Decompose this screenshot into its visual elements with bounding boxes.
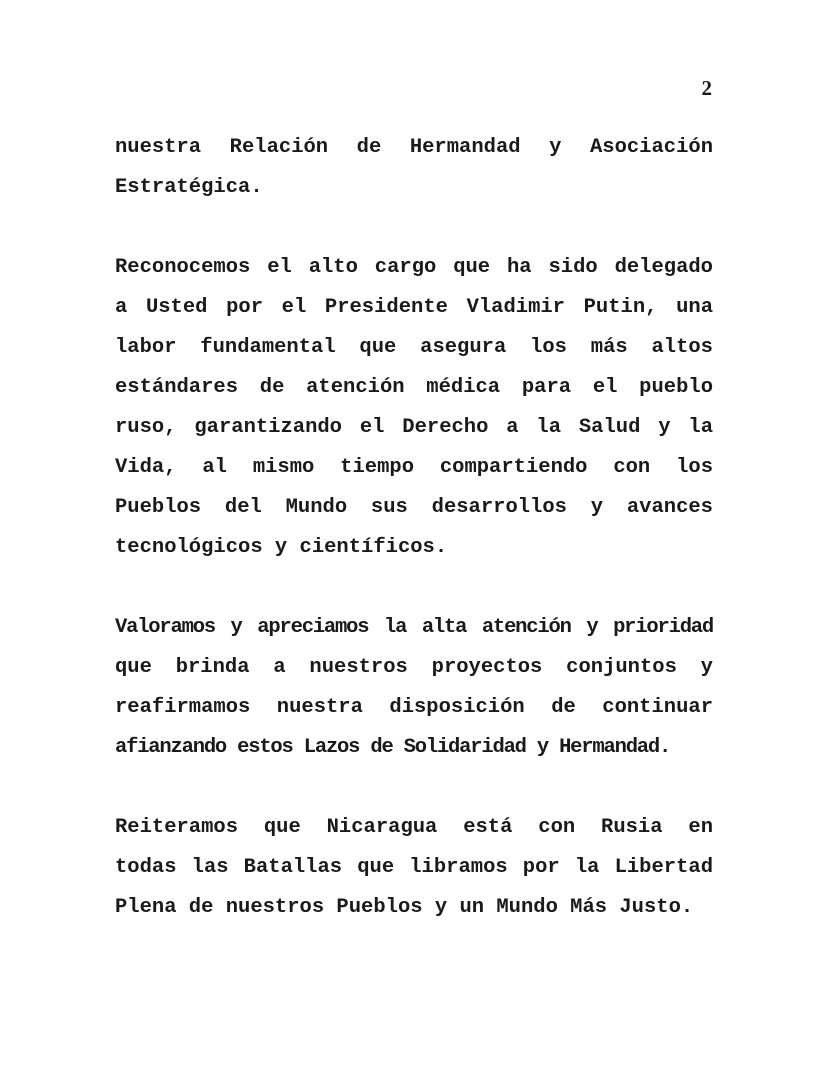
- text-line: nuestra Relación de Hermandad y Asociación: [115, 136, 713, 159]
- text-line: reafirmamos nuestra disposición de continuar: [115, 696, 713, 719]
- paragraph-gap: [115, 212, 713, 252]
- text-line: afianzando estos Lazos de Solidaridad y Hermandad.: [115, 736, 671, 759]
- text-line: Vida, al mismo tiempo compartiendo con los: [115, 456, 713, 479]
- text-line: todas las Batallas que libramos por la Libertad: [115, 856, 713, 879]
- text-line: ruso, garantizando el Derecho a la Salud y la: [115, 416, 713, 439]
- paragraph-3: [115, 612, 713, 772]
- text-line: labor fundamental que asegura los más altos: [115, 336, 713, 359]
- text-line: estándares de atención médica para el pueblo: [115, 376, 713, 399]
- text-line: Estratégica.: [115, 176, 263, 199]
- text-line: Plena de nuestros Pueblos y un Mundo Más Justo.: [115, 896, 694, 919]
- paragraph-gap: [115, 772, 713, 812]
- text-line: Pueblos del Mundo sus desarrollos y avances: [115, 496, 713, 519]
- text-line: Reiteramos que Nicaragua está con Rusia en: [115, 816, 713, 839]
- text-line: a Usted por el Presidente Vladimir Putin, una: [115, 296, 713, 319]
- paragraph-gap: [115, 572, 713, 612]
- text-line: tecnológicos y científicos.: [115, 536, 448, 559]
- text-line: Reconocemos el alto cargo que ha sido delegado: [115, 256, 713, 279]
- paragraph-1: [115, 132, 713, 212]
- text-line: que brinda a nuestros proyectos conjuntos y: [115, 656, 713, 679]
- paragraph-4: [115, 812, 713, 932]
- page-number: 2: [701, 76, 712, 100]
- paragraph-2: [115, 252, 713, 572]
- letter-body: [115, 132, 713, 932]
- text-line: Valoramos y apreciamos la alta atención y prioridad: [115, 616, 713, 639]
